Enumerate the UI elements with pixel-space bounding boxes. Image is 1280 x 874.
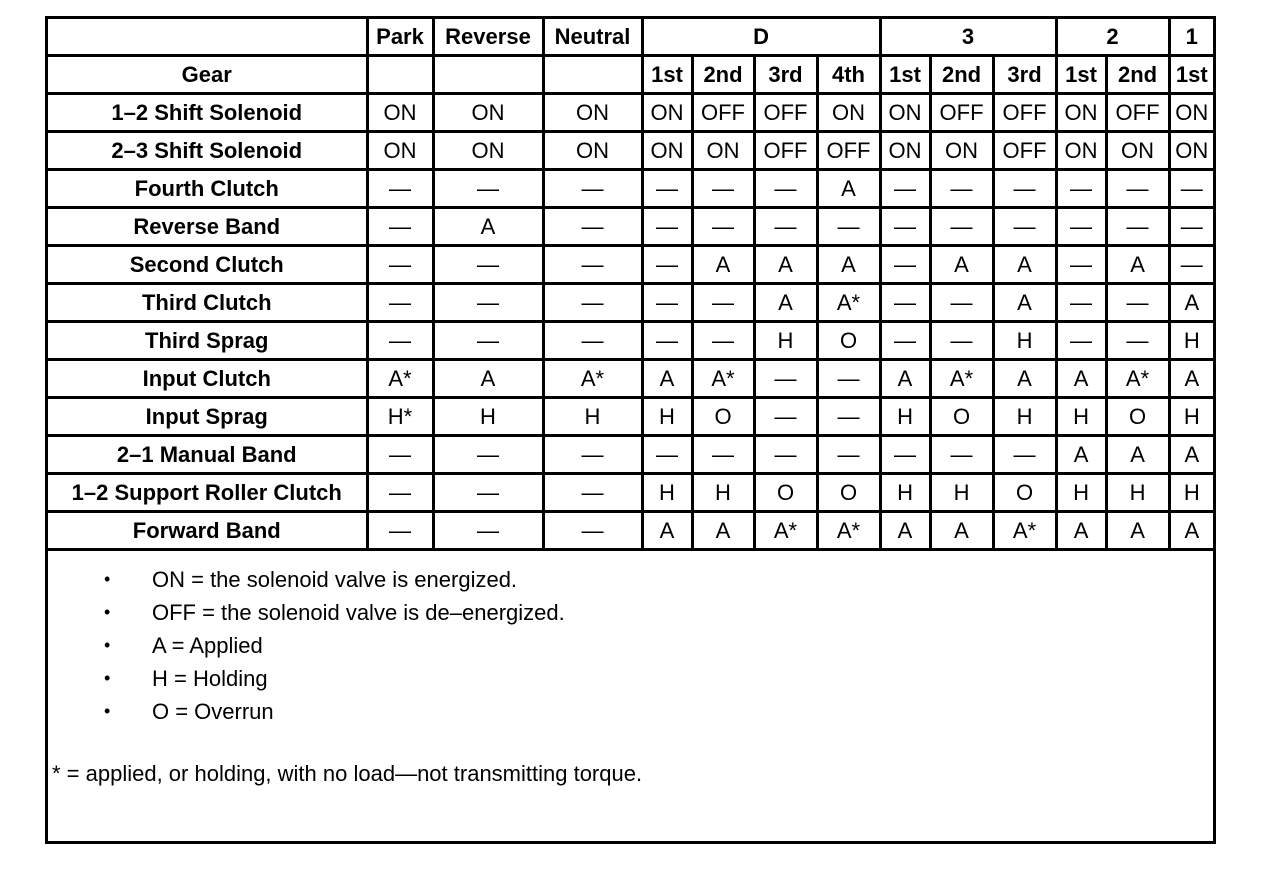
state-cell: ON	[930, 132, 993, 170]
state-cell: A	[1106, 246, 1169, 284]
bullet-icon: •	[104, 701, 111, 721]
state-cell: A	[754, 246, 817, 284]
state-cell: —	[642, 436, 692, 474]
corner-cell	[48, 19, 367, 56]
state-cell: A*	[930, 360, 993, 398]
state-cell: —	[692, 284, 754, 322]
range-header: Park	[367, 19, 433, 56]
state-cell: H	[543, 398, 642, 436]
state-cell: —	[930, 170, 993, 208]
footnote: * = applied, or holding, with no load—not transmitting torque.	[52, 761, 643, 786]
table-row	[48, 322, 1213, 360]
state-cell: A	[930, 246, 993, 284]
table-row	[48, 94, 1213, 132]
state-cell: OFF	[993, 94, 1056, 132]
state-cell: OFF	[692, 94, 754, 132]
state-cell: —	[754, 360, 817, 398]
gear-header: 1st	[642, 56, 692, 94]
state-cell: —	[543, 208, 642, 246]
state-cell: H	[642, 398, 692, 436]
state-cell: —	[1106, 284, 1169, 322]
state-cell: ON	[367, 132, 433, 170]
table-row	[48, 474, 1213, 512]
state-cell: ON	[543, 94, 642, 132]
range-header-row	[48, 19, 1213, 56]
gear-header: 3rd	[993, 56, 1056, 94]
gear-header: 2nd	[930, 56, 993, 94]
state-cell: —	[817, 208, 880, 246]
state-cell: A*	[1106, 360, 1169, 398]
state-cell: —	[1106, 322, 1169, 360]
table-row	[48, 246, 1213, 284]
state-cell: ON	[1169, 132, 1213, 170]
state-cell: —	[642, 322, 692, 360]
bullet-icon: •	[104, 635, 111, 655]
component-label: Input Clutch	[48, 360, 367, 398]
legend-text: O = Overrun	[152, 699, 274, 724]
state-cell: —	[1169, 170, 1213, 208]
table-row	[48, 512, 1213, 550]
state-cell: —	[930, 436, 993, 474]
state-cell: A	[433, 208, 543, 246]
gear-header: 4th	[817, 56, 880, 94]
shift-chart-document	[45, 16, 1216, 844]
state-cell: OFF	[1106, 94, 1169, 132]
state-cell: —	[1169, 246, 1213, 284]
state-cell: —	[1056, 170, 1106, 208]
state-cell: ON	[642, 132, 692, 170]
component-label: Second Clutch	[48, 246, 367, 284]
state-cell: —	[880, 284, 930, 322]
state-cell: H	[1056, 398, 1106, 436]
state-cell: —	[817, 398, 880, 436]
component-label: 2–1 Manual Band	[48, 436, 367, 474]
state-cell: A	[642, 512, 692, 550]
state-cell: —	[754, 398, 817, 436]
state-cell: ON	[880, 94, 930, 132]
gear-header: 3rd	[754, 56, 817, 94]
state-cell: —	[367, 436, 433, 474]
state-cell: —	[930, 322, 993, 360]
legend-text: ON = the solenoid valve is energized.	[152, 567, 518, 592]
state-cell: A*	[993, 512, 1056, 550]
table-row	[48, 436, 1213, 474]
state-cell: A	[930, 512, 993, 550]
state-cell: —	[367, 246, 433, 284]
component-label: Reverse Band	[48, 208, 367, 246]
component-label: Forward Band	[48, 512, 367, 550]
legend-text: OFF = the solenoid valve is de–energized.	[152, 600, 565, 625]
state-cell: —	[692, 436, 754, 474]
state-cell: A	[993, 360, 1056, 398]
state-cell: —	[1056, 246, 1106, 284]
state-cell: —	[993, 436, 1056, 474]
state-cell: A*	[367, 360, 433, 398]
state-cell: —	[543, 436, 642, 474]
gear-label: Gear	[48, 56, 367, 94]
state-cell: —	[543, 322, 642, 360]
state-cell: A	[754, 284, 817, 322]
table-row	[48, 208, 1213, 246]
state-cell: —	[930, 208, 993, 246]
state-cell: H	[993, 322, 1056, 360]
state-cell: —	[880, 170, 930, 208]
state-cell: —	[993, 208, 1056, 246]
state-cell: —	[642, 208, 692, 246]
state-cell: ON	[433, 94, 543, 132]
component-label: Fourth Clutch	[48, 170, 367, 208]
state-cell: —	[930, 284, 993, 322]
legend-item	[48, 629, 565, 662]
state-cell: —	[754, 170, 817, 208]
bullet-icon: •	[104, 602, 111, 622]
state-cell: H	[1169, 474, 1213, 512]
table-row	[48, 398, 1213, 436]
state-cell: ON	[543, 132, 642, 170]
gear-header: 2nd	[692, 56, 754, 94]
state-cell: A	[1169, 512, 1213, 550]
state-cell: ON	[1106, 132, 1169, 170]
range-header: Reverse	[433, 19, 543, 56]
state-cell: A	[1056, 512, 1106, 550]
state-cell: —	[817, 436, 880, 474]
state-cell: OFF	[754, 94, 817, 132]
state-cell: —	[1056, 208, 1106, 246]
state-cell: ON	[880, 132, 930, 170]
gear-header	[433, 56, 543, 94]
state-cell: —	[433, 170, 543, 208]
state-cell: —	[543, 512, 642, 550]
state-cell: A	[1106, 512, 1169, 550]
state-cell: H	[754, 322, 817, 360]
state-cell: O	[1106, 398, 1169, 436]
state-cell: OFF	[754, 132, 817, 170]
state-cell: OFF	[993, 132, 1056, 170]
state-cell: H	[880, 398, 930, 436]
range-header: 3	[880, 19, 1056, 56]
gear-header: 2nd	[1106, 56, 1169, 94]
component-label: Input Sprag	[48, 398, 367, 436]
range-header: 1	[1169, 19, 1213, 56]
state-cell: H	[642, 474, 692, 512]
state-cell: O	[993, 474, 1056, 512]
state-cell: —	[433, 436, 543, 474]
state-cell: —	[642, 170, 692, 208]
legend-text: A = Applied	[152, 633, 263, 658]
state-cell: H	[692, 474, 754, 512]
state-cell: —	[543, 170, 642, 208]
range-header: 2	[1056, 19, 1169, 56]
state-cell: ON	[692, 132, 754, 170]
state-cell: —	[1056, 284, 1106, 322]
state-cell: ON	[817, 94, 880, 132]
state-cell: —	[543, 284, 642, 322]
state-cell: —	[367, 512, 433, 550]
gear-header: 1st	[1056, 56, 1106, 94]
state-cell: OFF	[930, 94, 993, 132]
bullet-icon: •	[104, 569, 111, 589]
state-cell: —	[1106, 170, 1169, 208]
state-cell: ON	[642, 94, 692, 132]
state-cell: —	[642, 246, 692, 284]
state-cell: A	[692, 512, 754, 550]
state-cell: A	[880, 360, 930, 398]
state-cell: —	[880, 322, 930, 360]
state-cell: A	[1169, 284, 1213, 322]
state-cell: A*	[543, 360, 642, 398]
state-cell: —	[367, 474, 433, 512]
state-cell: H	[880, 474, 930, 512]
state-cell: —	[1169, 208, 1213, 246]
state-cell: A	[1106, 436, 1169, 474]
state-cell: —	[880, 246, 930, 284]
bullet-icon: •	[104, 668, 111, 688]
state-cell: —	[880, 208, 930, 246]
state-cell: H	[993, 398, 1056, 436]
gear-component-table	[48, 19, 1213, 551]
table-row	[48, 284, 1213, 322]
state-cell: ON	[1056, 94, 1106, 132]
state-cell: ON	[367, 94, 433, 132]
state-cell: —	[433, 474, 543, 512]
state-cell: A*	[817, 512, 880, 550]
state-cell: A*	[754, 512, 817, 550]
state-cell: H	[1169, 398, 1213, 436]
state-cell: ON	[1169, 94, 1213, 132]
state-cell: H*	[367, 398, 433, 436]
legend-item	[48, 662, 565, 695]
gear-header	[367, 56, 433, 94]
table-row	[48, 132, 1213, 170]
state-cell: H	[930, 474, 993, 512]
legend-text: H = Holding	[152, 666, 268, 691]
legend-list	[48, 563, 565, 728]
range-header: Neutral	[543, 19, 642, 56]
state-cell: O	[930, 398, 993, 436]
state-cell: A	[817, 246, 880, 284]
state-cell: —	[754, 436, 817, 474]
component-label: 1–2 Support Roller Clutch	[48, 474, 367, 512]
state-cell: A*	[692, 360, 754, 398]
state-cell: A	[1056, 360, 1106, 398]
legend-item	[48, 695, 565, 728]
state-cell: A	[880, 512, 930, 550]
state-cell: —	[367, 284, 433, 322]
component-label: Third Clutch	[48, 284, 367, 322]
gear-header: 1st	[880, 56, 930, 94]
state-cell: —	[692, 208, 754, 246]
state-cell: O	[754, 474, 817, 512]
legend-notes	[48, 551, 1213, 791]
state-cell: —	[433, 284, 543, 322]
state-cell: —	[993, 170, 1056, 208]
state-cell: A	[1056, 436, 1106, 474]
state-cell: —	[433, 246, 543, 284]
state-cell: ON	[433, 132, 543, 170]
state-cell: —	[367, 170, 433, 208]
state-cell: —	[1056, 322, 1106, 360]
legend-item	[48, 596, 565, 629]
range-header: D	[642, 19, 880, 56]
state-cell: —	[642, 284, 692, 322]
gear-header-row	[48, 56, 1213, 94]
state-cell: O	[817, 474, 880, 512]
state-cell: A	[642, 360, 692, 398]
state-cell: ON	[1056, 132, 1106, 170]
state-cell: H	[1169, 322, 1213, 360]
state-cell: —	[367, 322, 433, 360]
state-cell: A	[993, 284, 1056, 322]
state-cell: O	[817, 322, 880, 360]
gear-header	[543, 56, 642, 94]
state-cell: H	[1056, 474, 1106, 512]
state-cell: H	[1106, 474, 1169, 512]
component-label: Third Sprag	[48, 322, 367, 360]
state-cell: —	[692, 170, 754, 208]
state-cell: —	[754, 208, 817, 246]
component-label: 1–2 Shift Solenoid	[48, 94, 367, 132]
state-cell: H	[433, 398, 543, 436]
state-cell: A*	[817, 284, 880, 322]
gear-header: 1st	[1169, 56, 1213, 94]
legend-item	[48, 563, 565, 596]
state-cell: A	[692, 246, 754, 284]
state-cell: —	[692, 322, 754, 360]
state-cell: —	[1106, 208, 1169, 246]
state-cell: OFF	[817, 132, 880, 170]
table-row	[48, 360, 1213, 398]
state-cell: —	[543, 246, 642, 284]
state-cell: A	[993, 246, 1056, 284]
table-row	[48, 170, 1213, 208]
state-cell: A	[433, 360, 543, 398]
state-cell: A	[1169, 360, 1213, 398]
state-cell: —	[817, 360, 880, 398]
component-label: 2–3 Shift Solenoid	[48, 132, 367, 170]
state-cell: —	[433, 322, 543, 360]
state-cell: A	[1169, 436, 1213, 474]
state-cell: —	[880, 436, 930, 474]
state-cell: O	[692, 398, 754, 436]
state-cell: —	[543, 474, 642, 512]
state-cell: A	[817, 170, 880, 208]
state-cell: —	[367, 208, 433, 246]
state-cell: —	[433, 512, 543, 550]
